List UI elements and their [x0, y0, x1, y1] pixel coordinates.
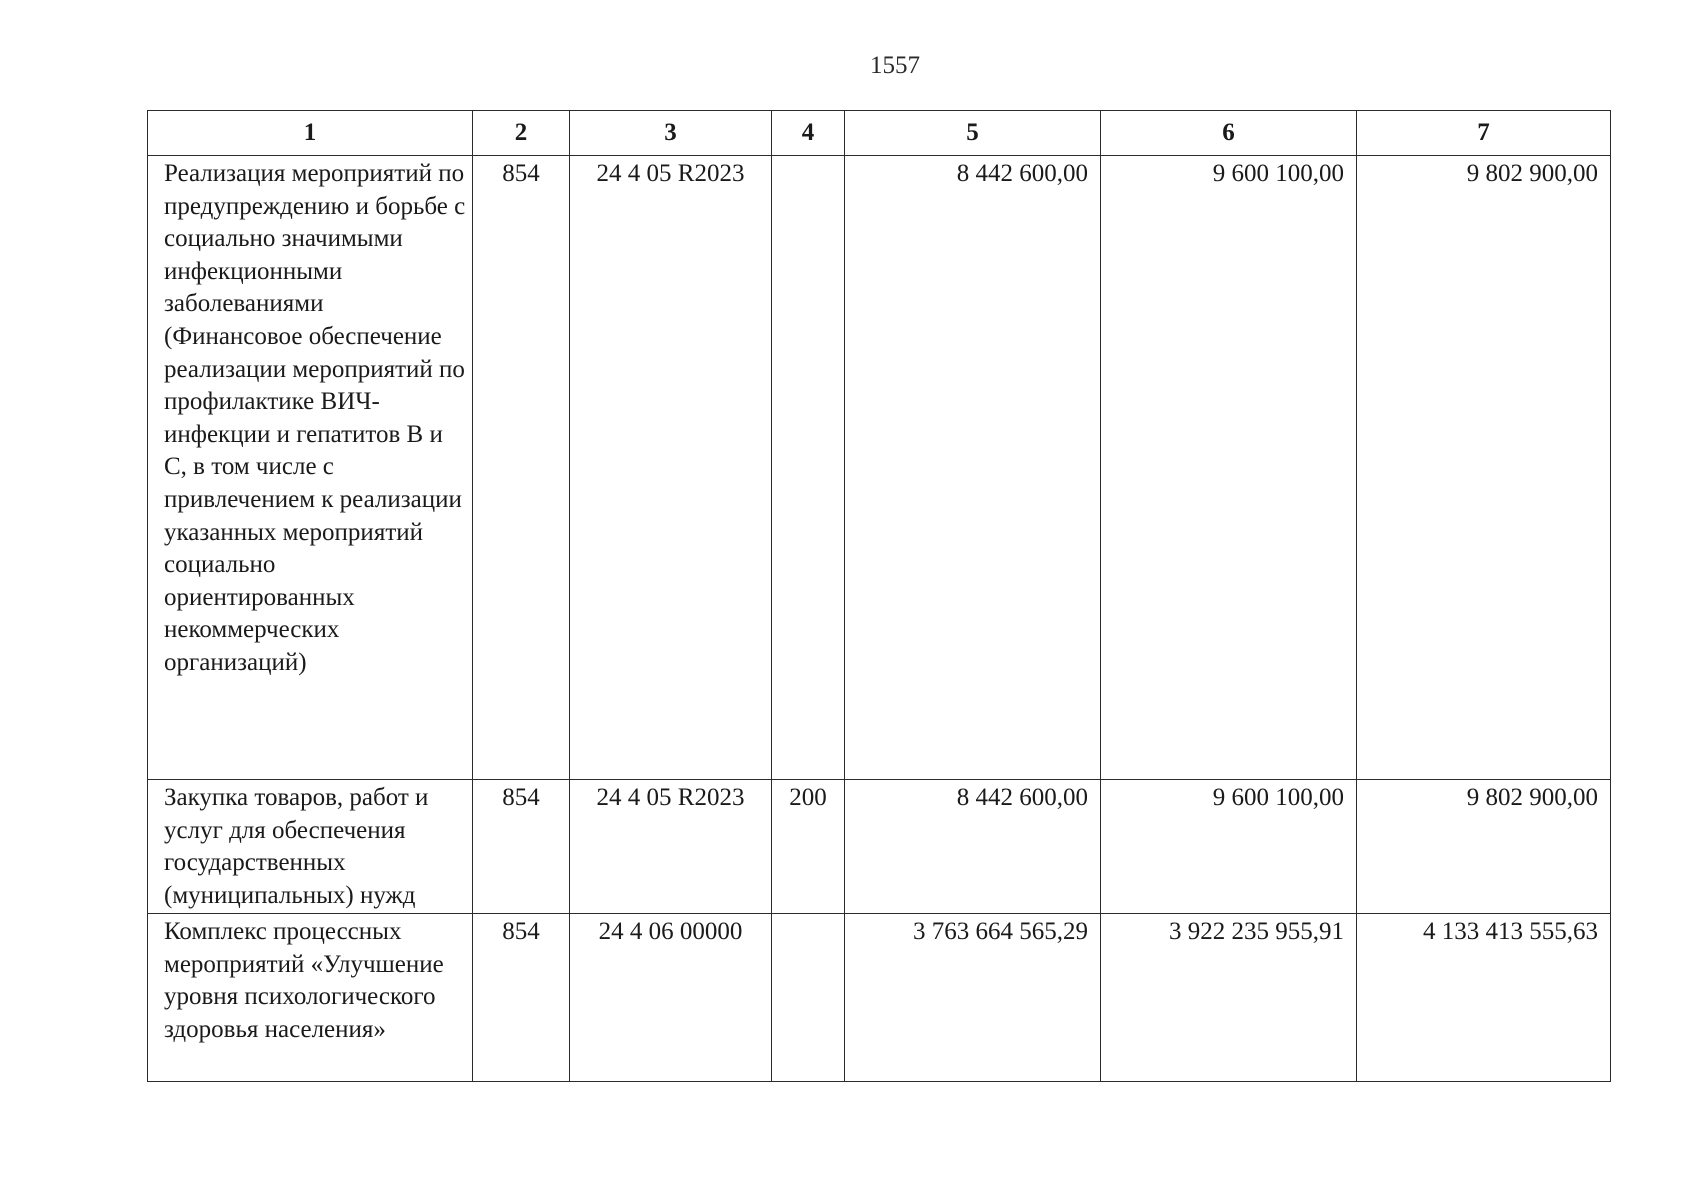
column-header-6: 6: [1101, 111, 1357, 156]
row-target-article-code: 24 4 05 R2023: [570, 780, 772, 914]
row-amount-year-2: 3 922 235 955,91: [1101, 914, 1357, 1082]
row-amount-year-1: 8 442 600,00: [845, 156, 1101, 780]
row-name: Закупка товаров, работ и услуг для обеспечения государственных (муниципальных) нужд: [148, 780, 473, 914]
row-name: Комплекс процессных мероприятий «Улучшение уровня психологического здоровья населения»: [148, 914, 473, 1082]
row-expense-type-code: 200: [772, 780, 845, 914]
column-header-3: 3: [570, 111, 772, 156]
header-row: [148, 111, 1611, 156]
budget-table: [147, 110, 1611, 1082]
row-amount-year-2: 9 600 100,00: [1101, 780, 1357, 914]
table-row: [148, 156, 1611, 780]
row-amount-year-1: 8 442 600,00: [845, 780, 1101, 914]
row-amount-year-3: 9 802 900,00: [1357, 780, 1611, 914]
column-header-4: 4: [772, 111, 845, 156]
table-row: [148, 780, 1611, 914]
row-ministry-code: 854: [473, 780, 570, 914]
column-header-1: 1: [148, 111, 473, 156]
row-target-article-code: 24 4 06 00000: [570, 914, 772, 1082]
row-ministry-code: 854: [473, 914, 570, 1082]
table-row: [148, 914, 1611, 1082]
row-expense-type-code: [772, 156, 845, 780]
page-number: 1557: [870, 52, 920, 79]
row-amount-year-1: 3 763 664 565,29: [845, 914, 1101, 1082]
column-header-7: 7: [1357, 111, 1611, 156]
row-amount-year-2: 9 600 100,00: [1101, 156, 1357, 780]
row-amount-year-3: 9 802 900,00: [1357, 156, 1611, 780]
column-header-2: 2: [473, 111, 570, 156]
row-amount-year-3: 4 133 413 555,63: [1357, 914, 1611, 1082]
column-header-5: 5: [845, 111, 1101, 156]
row-ministry-code: 854: [473, 156, 570, 780]
row-name: Реализация мероприятий по предупреждению и борьбе с социально значимыми инфекционными заболеваниями (Финансовое обеспечение реализации мероприятий по профилактике ВИЧ-инфекции и гепатитов В и С, в том числе с привлечением к реализации указанных мероприятий социально ориентированных некоммерческих организаций): [148, 156, 473, 780]
row-target-article-code: 24 4 05 R2023: [570, 156, 772, 780]
row-expense-type-code: [772, 914, 845, 1082]
